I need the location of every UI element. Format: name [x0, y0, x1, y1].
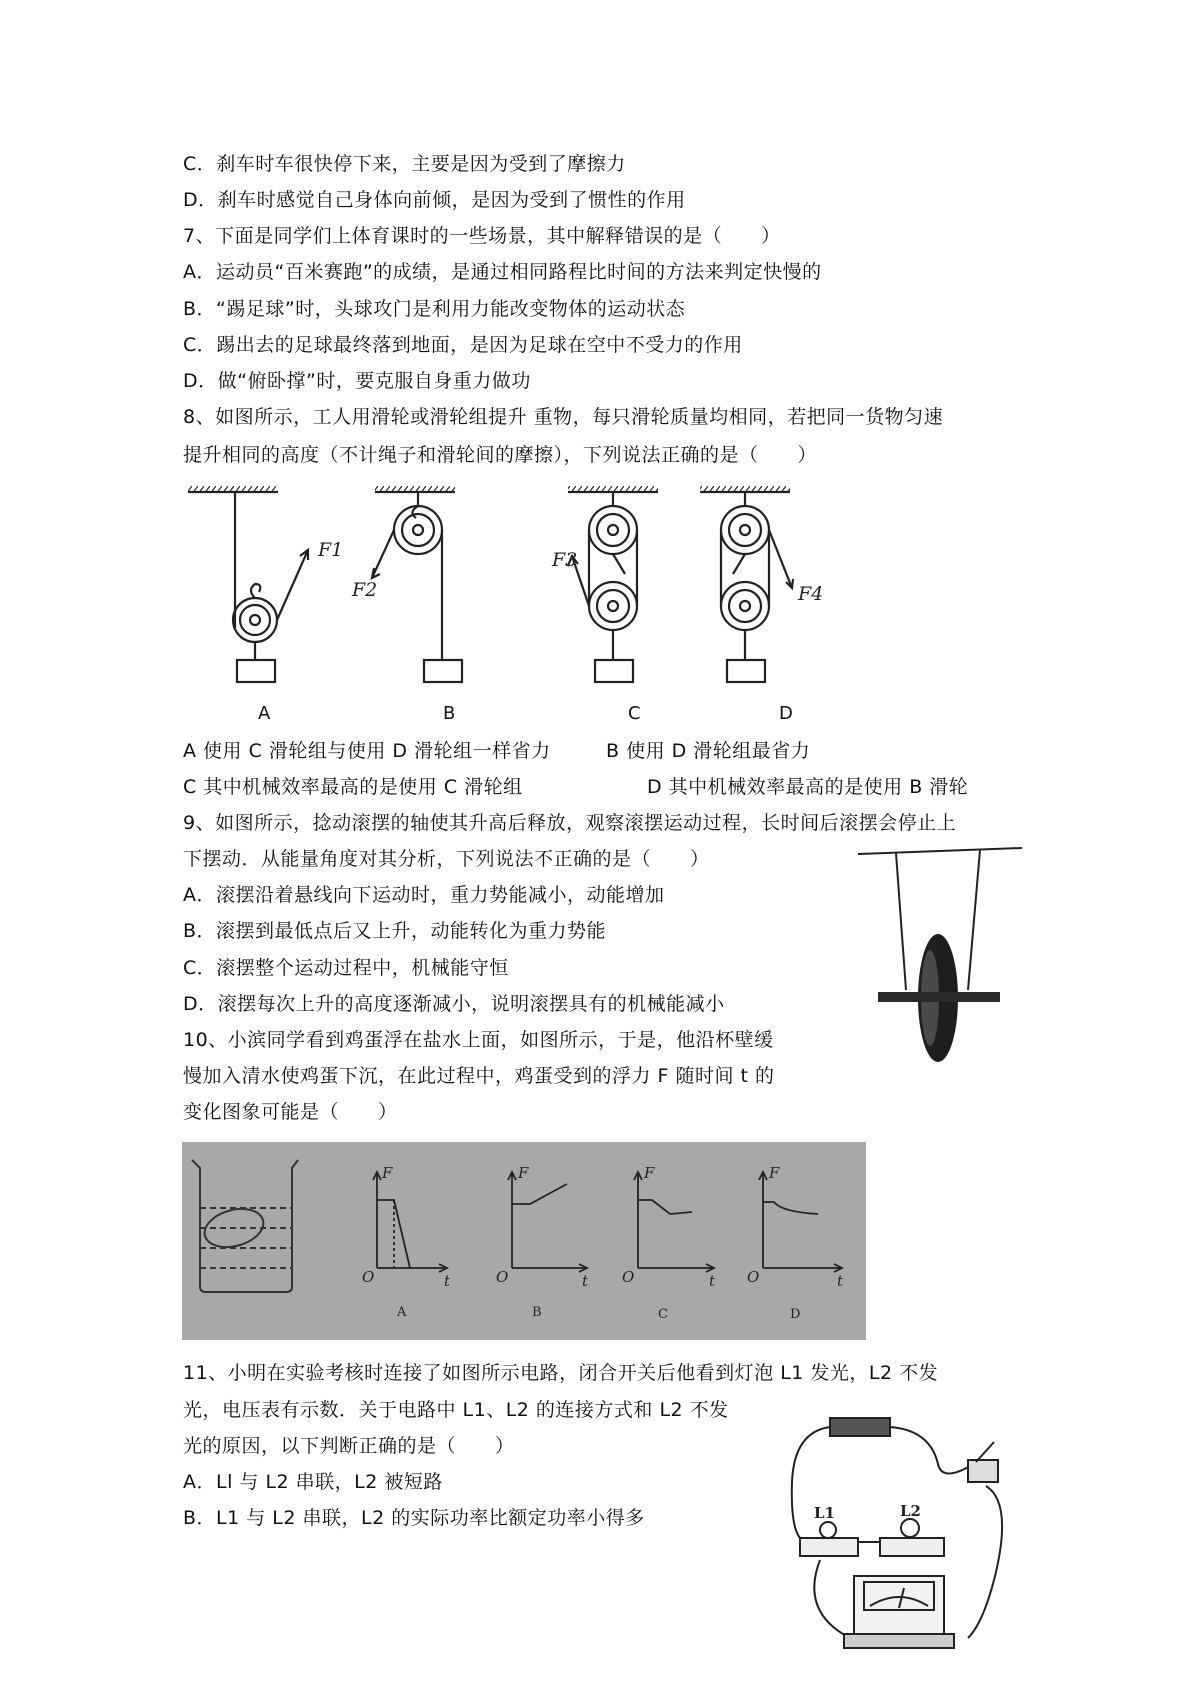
fig-label-c: C — [628, 703, 641, 724]
q8-stem-line1: 8、如图所示，工人用滑轮或滑轮组提升 重物，每只滑轮质量均相同，若把同一货物匀速 — [183, 406, 944, 428]
q9-option-b: B．滚摆到最低点后又上升，动能转化为重力势能 — [183, 920, 607, 942]
graph-c-f-label: F — [644, 1164, 655, 1182]
q9-stem-line2: 下摆动．从能量角度对其分析，下列说法不正确的是（ ） — [183, 848, 710, 870]
graph-b-t-label: t — [582, 1272, 589, 1290]
q8-option-c: C 其中机械效率最高的是使用 C 滑轮组 — [183, 776, 523, 798]
q7-option-b: B．“踢足球”时，头球攻门是利用力能改变物体的运动状态 — [183, 298, 686, 320]
graph-label-a: A — [397, 1305, 407, 1320]
graph-label-c: C — [658, 1307, 668, 1322]
pulley-figure — [180, 478, 880, 703]
q8-stem-line2: 提升相同的高度（不计绳子和滑轮间的摩擦），下列说法正确的是（ ） — [183, 444, 818, 466]
circuit-figure — [780, 1412, 1020, 1660]
q11-stem-line2: 光，电压表有示数．关于电路中 L1、L2 的连接方式和 L2 不发 — [183, 1399, 729, 1421]
q10-stem-line1: 10、小滨同学看到鸡蛋浮在盐水上面，如图所示，于是，他沿杯壁缓 — [183, 1029, 774, 1051]
q8-option-d: D 其中机械效率最高的是使用 B 滑轮 — [647, 776, 969, 798]
graph-label-d: D — [790, 1307, 801, 1322]
q11-stem-line3: 光的原因，以下判断正确的是（ ） — [183, 1435, 515, 1457]
maxwell-wheel-figure — [850, 840, 1030, 1075]
graph-d-f-label: F — [769, 1164, 780, 1182]
graph-d-origin: O — [747, 1268, 760, 1286]
q7-option-c: C．踢出去的足球最终落到地面，是因为足球在空中不受力的作用 — [183, 334, 743, 356]
lamp-label-l2: L2 — [900, 1502, 921, 1520]
q9-stem-line1: 9、如图所示，捻动滚摆的轴使其升高后释放，观察滚摆运动过程，长时间后滚摆会停止上 — [183, 812, 957, 834]
q9-option-c: C．滚摆整个运动过程中，机械能守恒 — [183, 957, 509, 979]
force-label-f1: F1 — [318, 539, 344, 561]
q8-option-b: B 使用 D 滑轮组最省力 — [606, 740, 811, 762]
q10-stem-line2: 慢加入清水使鸡蛋下沉，在此过程中，鸡蛋受到的浮力 F 随时间 t 的 — [183, 1065, 775, 1087]
graph-a-f-label: F — [382, 1164, 393, 1182]
q9-option-d: D．滚摆每次上升的高度逐渐减小，说明滚摆具有的机械能减小 — [183, 993, 725, 1015]
q9-option-a: A．滚摆沿着悬线向下运动时，重力势能减小，动能增加 — [183, 884, 665, 906]
fig-label-d: D — [779, 703, 793, 724]
fig-label-a: A — [258, 703, 271, 724]
graph-a-origin: O — [362, 1268, 375, 1286]
lamp-label-l1: L1 — [814, 1504, 835, 1522]
graph-c-origin: O — [622, 1268, 635, 1286]
force-label-f2: F2 — [352, 579, 378, 601]
graph-c-t-label: t — [709, 1272, 716, 1290]
q11-stem-line1: 11、小明在实验考核时连接了如图所示电路，闭合开关后他看到灯泡 L1 发光，L2 不发 — [183, 1362, 939, 1384]
graph-label-b: B — [532, 1305, 542, 1320]
q7-stem: 7、下面是同学们上体育课时的一些场景，其中解释错误的是（ ） — [183, 225, 781, 247]
graph-b-origin: O — [496, 1268, 509, 1286]
q8-option-a: A 使用 C 滑轮组与使用 D 滑轮组一样省力 — [183, 740, 551, 762]
q7-option-d: D．做“俯卧撑”时，要克服自身重力做功 — [183, 370, 531, 392]
force-label-f4: F4 — [798, 583, 824, 605]
fig-label-b: B — [443, 703, 456, 724]
q10-stem-line3: 变化图象可能是（ ） — [183, 1101, 398, 1123]
q11-option-b: B．L1 与 L2 串联，L2 的实际功率比额定功率小得多 — [183, 1507, 645, 1529]
q7-option-a: A．运动员“百米赛跑”的成绩，是通过相同路程比时间的方法来判定快慢的 — [183, 261, 822, 283]
graph-b-f-label: F — [518, 1164, 529, 1182]
force-label-f3: F3 — [552, 549, 578, 571]
buoyancy-graphs-figure — [182, 1142, 866, 1340]
q6-option-d: D．刹车时感觉自己身体向前倾，是因为受到了惯性的作用 — [183, 189, 686, 211]
graph-d-t-label: t — [837, 1272, 844, 1290]
graph-a-t-label: t — [444, 1272, 451, 1290]
q6-option-c: C．刹车时车很快停下来，主要是因为受到了摩擦力 — [183, 153, 626, 175]
q11-option-a: A．Ll 与 L2 串联，L2 被短路 — [183, 1471, 443, 1493]
